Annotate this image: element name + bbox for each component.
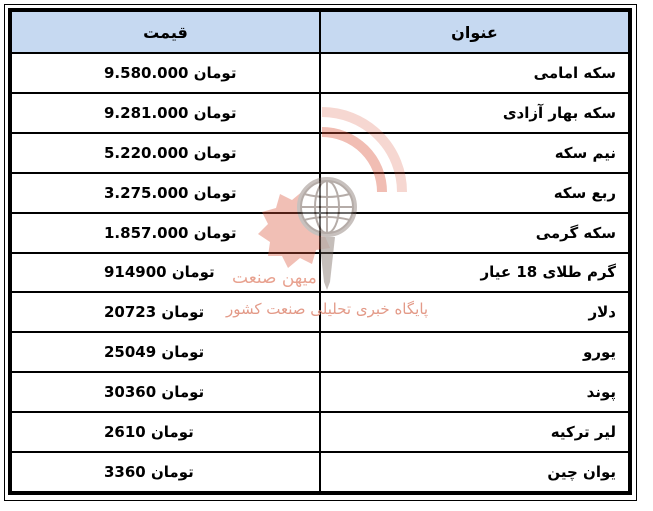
price-value: 9.281.000 <box>104 103 189 122</box>
price-value: 9.580.000 <box>104 63 189 82</box>
table-header-row <box>11 11 629 53</box>
item-title-cell: لیر ترکیه <box>320 412 629 452</box>
table-row <box>11 173 629 213</box>
price-value: 25049 <box>104 343 157 362</box>
item-price-cell <box>11 412 320 452</box>
item-price-cell <box>11 213 320 253</box>
item-price-cell <box>11 53 320 93</box>
item-title-cell: نیم سکه <box>320 133 629 173</box>
table-row <box>11 412 629 452</box>
price-value: 30360 <box>104 383 157 402</box>
table-row <box>11 53 629 93</box>
item-title-cell: دلار <box>320 292 629 332</box>
price-value: 914900 <box>104 263 167 282</box>
item-title-cell: سکه بهار آزادی <box>320 93 629 133</box>
price-value: 5.220.000 <box>104 143 189 162</box>
item-title-cell: پوند <box>320 372 629 412</box>
table-row <box>11 332 629 372</box>
price-unit: تومان <box>150 423 194 442</box>
table-row <box>11 253 629 293</box>
table-row <box>11 133 629 173</box>
watermark-tagline: پایگاه خبری تحلیلی صنعت کشور <box>226 300 429 318</box>
price-value: 3360 <box>104 463 146 482</box>
price-unit: تومان <box>193 183 237 202</box>
item-price-cell <box>11 332 320 372</box>
price-value: 1.857.000 <box>104 223 189 242</box>
header-title-cell: عنوان <box>320 11 629 53</box>
price-table <box>10 10 630 493</box>
table-row <box>11 452 629 492</box>
price-value: 3.275.000 <box>104 183 189 202</box>
price-unit: تومان <box>193 223 237 242</box>
item-title-cell: ربع سکه <box>320 173 629 213</box>
price-unit: تومان <box>161 383 205 402</box>
item-title-cell: گرم طلای 18 عیار <box>320 253 629 293</box>
table-row <box>11 372 629 412</box>
item-title-cell: یوان چین <box>320 452 629 492</box>
table-row <box>11 213 629 253</box>
price-unit: تومان <box>193 63 237 82</box>
price-unit: تومان <box>193 103 237 122</box>
item-price-cell <box>11 93 320 133</box>
item-price-cell <box>11 452 320 492</box>
item-price-cell <box>11 372 320 412</box>
item-price-cell <box>11 173 320 213</box>
header-price-cell: قیمت <box>11 11 320 53</box>
price-unit: تومان <box>193 143 237 162</box>
item-price-cell <box>11 133 320 173</box>
watermark-brand: میهن صنعت <box>232 268 317 288</box>
price-unit: تومان <box>161 343 205 362</box>
price-unit: تومان <box>171 263 215 282</box>
table-row <box>11 93 629 133</box>
item-title-cell: سکه گرمی <box>320 213 629 253</box>
price-value: 20723 <box>104 303 157 322</box>
price-unit: تومان <box>150 463 194 482</box>
item-title-cell: یورو <box>320 332 629 372</box>
item-title-cell: سکه امامی <box>320 53 629 93</box>
price-value: 2610 <box>104 423 146 442</box>
price-table-container <box>8 8 632 495</box>
price-unit: تومان <box>161 303 205 322</box>
